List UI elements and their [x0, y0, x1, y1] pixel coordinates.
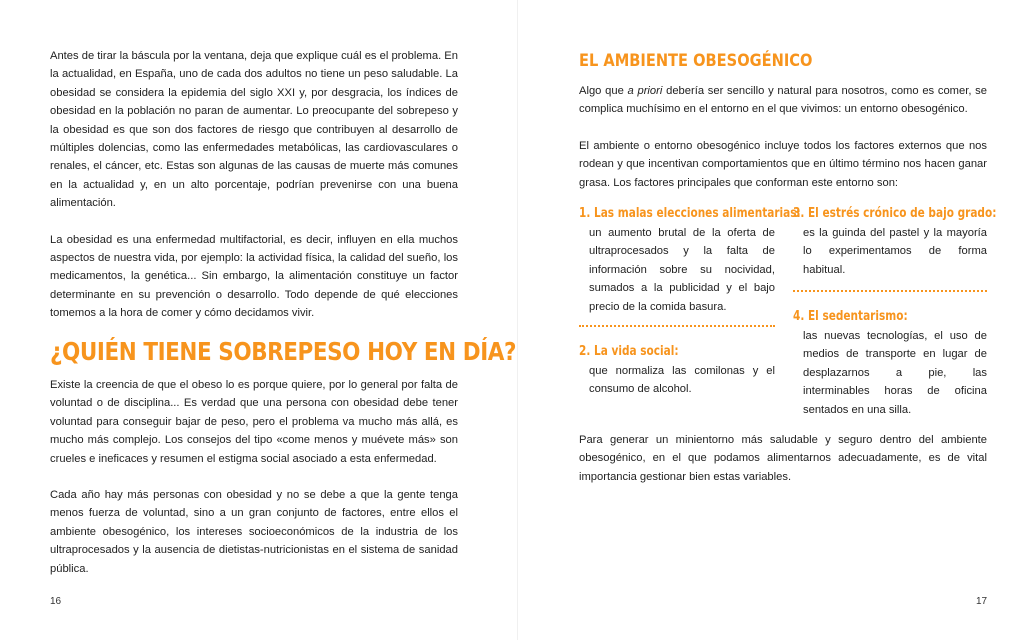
section-heading: ¿QUIÉN TIENE SOBREPESO HOY EN DÍA? [50, 337, 517, 366]
page-number: 17 [976, 596, 988, 607]
factor-item [793, 308, 987, 419]
paragraph [579, 82, 987, 119]
paragraph: Para generar un minientorno más saludable y seguro dentro del ambiente obesogénico, en el que podamos alimentarnos adecuadamente, es de vital importancia gestionar bien estas variables. [579, 434, 987, 483]
divider [793, 290, 987, 292]
closing-section [579, 431, 987, 486]
paragraph: La obesidad es una enfermedad multifactorial, es decir, influyen en ella muchos aspectos de nuestra vida, por ejemplo: la actividad física, la calidad del sueño, los medicamentos, la genética... Sin embargo, la alimentación constituye un factor determinante en su prevención o desarrollo. Todo depende de qué elecciones tomemos a la hora de comer y cómo decidamos vivir. [50, 233, 458, 320]
factor-item [579, 343, 775, 399]
divider [579, 325, 775, 327]
intro-text: debería ser sencillo y natural para nosotros, como es comer, se complica muchísimo en el entorno en el que vivimos: un entorno obesogénico. [579, 85, 987, 116]
factor-body: que normaliza las comilonas y el consumo de alcohol. [589, 365, 775, 396]
right-page [518, 0, 1036, 640]
page-number: 16 [50, 596, 62, 607]
factor-body: un aumento brutal de la oferta de ultraprocesados y la falta de información sobre su nocividad, sumados a la publicidad y el bajo precio de la comida basura. [589, 227, 775, 313]
paragraph: Cada año hay más personas con obesidad y no se debe a que la gente tenga menos fuerza de voluntad, sino a un gran conjunto de factores, entre ellos el ambiente obesogénico, los intereses socioeconómicos de la industria de los ultraprocesados y la ausencia de dietistas-nutricionistas en el sistema de sanidad pública. [50, 489, 458, 575]
factor-title: 2. La vida social: [579, 343, 679, 359]
intro-text: Algo que [579, 85, 628, 97]
factor-title: 3. El estrés crónico de bajo grado: [793, 205, 997, 221]
factor-title: 1. Las malas elecciones alimentarias: [579, 205, 801, 221]
factor-body: es la guinda del pastel y la mayoría lo experimentamos de forma habitual. [803, 227, 987, 276]
factor-body: las nuevas tecnologías, el uso de medios de transporte en lugar de desplazarnos a pie, las interminables horas de oficina sentados en una silla. [803, 330, 987, 416]
intro-section [50, 47, 458, 323]
paragraph: El ambiente o entorno obesogénico incluye todos los factores externos que nos rodean y que incentivan comportamientos que en último término nos hacen ganar grasa. Los factores principales que conforman este entorno son: [579, 139, 987, 189]
paragraph: Existe la creencia de que el obeso lo es porque quiere, por lo general por falta de voluntad o de disciplina... Es verdad que una persona con obesidad debe tener voluntad para conseguir bajar de peso, pero el problema va mucho más allá, es mucho más complejo. Los consejos del tipo «come menos y muévete más» son crueles e ineficaces y resumen el estigma social asociado a esta enfermedad. [50, 379, 458, 465]
factor-item [793, 205, 997, 279]
paragraph: Antes de tirar la báscula por la ventana, deja que explique cuál es el problema. En la actualidad, en España, uno de cada dos adultos no tiene un peso saludable. La obesidad se considera la epidemia del siglo XXI y, por desgracia, los índices de obesidad en la población no paran de aumentar. Lo preocupante del sobrepeso y la obesidad es que son dos factores de riesgo que contribuyen al desarrollo de múltiples dolencias, como las enfermedades metabólicas, las cardiovasculares o renales, el cáncer, etc. Estas son algunas de las causas de muerte más comunes en la actualidad y, en un alto porcentaje, podrían prevenirse con una buena alimentación. [50, 50, 458, 210]
factor-title: 4. El sedentarismo: [793, 308, 908, 324]
factor-item [579, 205, 801, 316]
intro-italic: a priori [627, 85, 663, 97]
section-body [50, 376, 458, 578]
section-heading: EL AMBIENTE OBESOGÉNICO [579, 51, 813, 71]
intro-section [579, 82, 987, 192]
